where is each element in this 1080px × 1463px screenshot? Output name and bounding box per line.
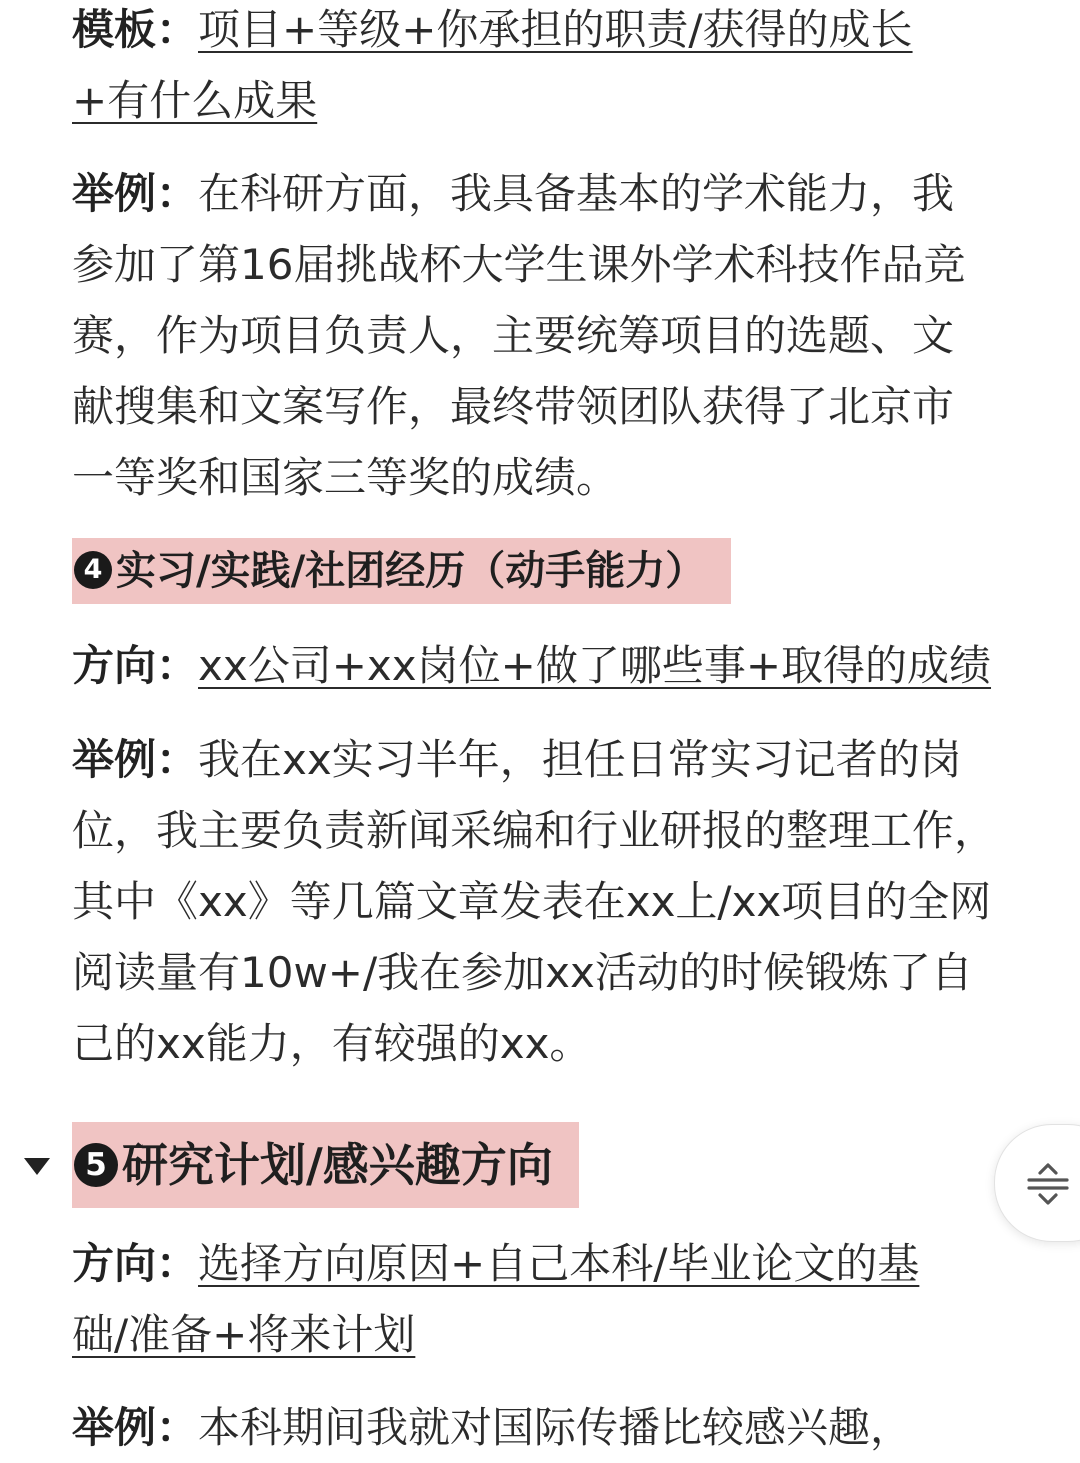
section-4-title: 实习/实践/社团经历（动手能力）: [116, 548, 706, 594]
example-research-plan-label: 举例：: [72, 1403, 199, 1452]
section-number-5-badge: 5: [74, 1143, 118, 1187]
example-internship-label: 举例：: [72, 735, 199, 784]
section-5-heading-block: [72, 1122, 579, 1208]
section-5-heading: [72, 1122, 579, 1208]
direction-research-plan-label: 方向：: [72, 1239, 199, 1288]
example-research-text: 在科研方面，我具备基本的学术能力，我参加了第16届挑战杯大学生课外学术科技作品竞赛，作为项目负责人，主要统筹项目的选题、文献搜集和文案写作，最终带领团队获得了北京市一等奖和国家三等奖的成绩。: [72, 169, 966, 502]
example-research-label: 举例：: [72, 169, 199, 218]
triangle-down-icon[interactable]: [24, 1158, 50, 1175]
template-line-1: 项目+等级+你承担的职责/获得的成长: [198, 5, 913, 54]
direction-internship-text: xx公司+xx岗位+做了哪些事+取得的成绩: [198, 641, 992, 690]
section-4-heading-block: [72, 538, 731, 604]
example-internship-text: 我在xx实习半年，担任日常实习记者的岗位，我主要负责新闻采编和行业研报的整理工作，其中《xx》等几篇文章发表在xx上/xx项目的全网阅读量有10w+/我在参加xx活动的时候锻炼了自己的xx能力，有较强的xx。: [72, 735, 997, 1068]
direction-internship-block: [72, 630, 1032, 701]
expand-collapse-button[interactable]: [994, 1124, 1080, 1242]
example-research-plan-text: 本科期间我就对国际传播比较感兴趣，: [198, 1403, 913, 1452]
example-research-plan-block: [72, 1392, 1012, 1463]
section-4-heading: [72, 538, 731, 604]
direction-research-plan-line-2: 础/准备+将来计划: [72, 1310, 416, 1359]
template-label: 模板：: [72, 5, 199, 54]
direction-research-plan-block: [72, 1228, 1012, 1370]
example-internship-block: [72, 724, 1002, 1079]
direction-internship-label: 方向：: [72, 641, 199, 690]
section-5-title: 研究计划/感兴趣方向: [122, 1138, 553, 1192]
expand-collapse-arrows-icon: [1027, 1161, 1069, 1207]
section-number-4-badge: 4: [74, 551, 112, 589]
direction-research-plan-line-1: 选择方向原因+自己本科/毕业论文的基: [198, 1239, 920, 1288]
template-line-2: +有什么成果: [72, 76, 318, 125]
example-research-block: [72, 158, 982, 513]
template-block: [72, 0, 1012, 136]
